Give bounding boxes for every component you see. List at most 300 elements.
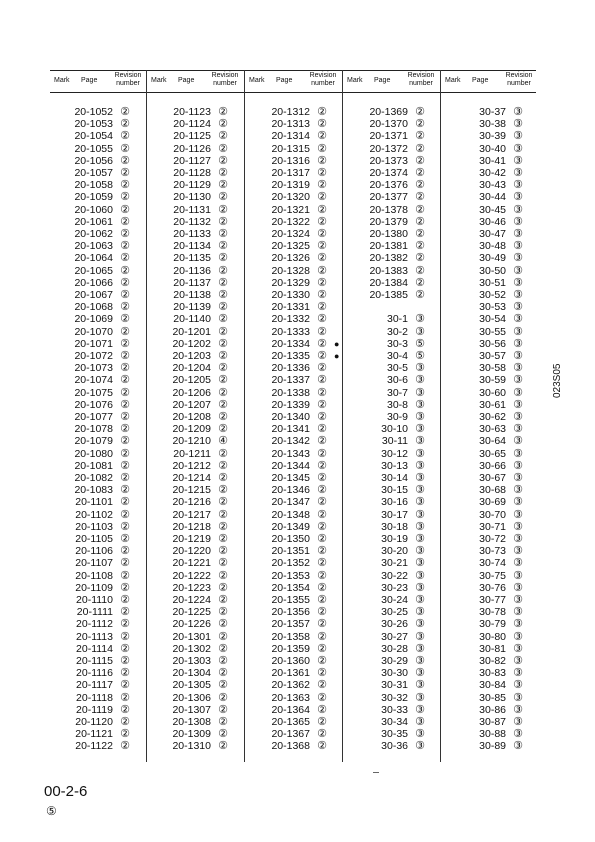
revision-number: ③: [415, 472, 425, 484]
page-number: 20-1343: [271, 447, 310, 460]
revision-number: ②: [317, 655, 327, 667]
page-number: 30-35: [381, 728, 408, 741]
revision-number: ②: [120, 557, 130, 570]
page-number: 30-30: [381, 667, 408, 680]
page-number: 20-1112: [76, 618, 113, 631]
page-number: 30-26: [381, 618, 408, 631]
revision-number: ②: [120, 508, 130, 521]
page-number: 30-33: [381, 703, 408, 716]
revision-number: ②: [218, 398, 228, 411]
page-number: 30-88: [479, 728, 506, 741]
revision-number: ③: [415, 716, 425, 728]
revision-number: ②: [120, 167, 130, 179]
revision-number: ②: [218, 350, 228, 362]
page-number: 20-1302: [172, 642, 211, 655]
revision-number: ②: [120, 264, 130, 277]
revision-number: ②: [317, 142, 327, 155]
revision-number: ②: [120, 215, 130, 228]
page-number: 20-1225: [172, 606, 211, 619]
header-bottom-rule: [50, 92, 536, 93]
page-number: 20-1061: [74, 215, 113, 228]
column-header: [345, 70, 439, 92]
revision-number: ②: [415, 167, 425, 179]
revision-number: ③: [513, 276, 523, 289]
revision-number: ③: [415, 691, 425, 704]
revision-number: ②: [218, 215, 228, 228]
page-number: 20-1139: [173, 301, 211, 314]
page-number: 30-80: [479, 630, 506, 643]
page-number: 20-1226: [172, 618, 211, 631]
revision-number: ②: [218, 581, 228, 594]
revision-number: ②: [317, 435, 327, 448]
page-number: 20-1301: [172, 630, 211, 643]
revision-number: ③: [415, 435, 425, 448]
page-number: 30-58: [479, 362, 506, 375]
page-number: 30-62: [479, 411, 506, 423]
revision-number: ②: [120, 484, 130, 497]
revision-number: ②: [317, 167, 327, 179]
revision-number: ②: [415, 289, 425, 301]
page-number: 30-13: [381, 459, 408, 472]
revision-number: ②: [120, 569, 130, 582]
page-number: 20-1321: [271, 203, 310, 216]
page-number: 30-1: [386, 313, 408, 326]
page-number: 20-1325: [271, 240, 310, 253]
revision-number: ②: [120, 679, 130, 692]
revision-number: ②: [415, 179, 425, 192]
revision-number: ②: [317, 337, 327, 350]
page-number: 20-1063: [74, 240, 113, 253]
header-revision-label: [501, 72, 537, 88]
page-number: 20-1210: [172, 435, 211, 448]
revision-number: ②: [120, 252, 130, 265]
page-number: 30-31: [381, 679, 408, 692]
revision-number: ②: [120, 630, 130, 643]
revision-number: ②: [120, 179, 130, 192]
column-divider: [440, 70, 441, 762]
revision-number: ②: [218, 557, 228, 570]
header-page-label: Page: [178, 77, 195, 84]
revision-number: ②: [218, 167, 228, 179]
page-number: 20-1065: [74, 264, 113, 277]
revision-number: ②: [218, 740, 228, 753]
revision-number: ③: [513, 240, 523, 253]
revision-number: ②: [317, 191, 327, 204]
revision-number: ③: [513, 142, 523, 155]
page-number: 20-1117: [76, 679, 113, 692]
page-number: 20-1059: [74, 191, 113, 204]
page-number: 20-1320: [271, 191, 310, 204]
small-tick-mark: [373, 772, 379, 773]
header-mark-label: Mark: [347, 77, 363, 84]
page-number: 20-1363: [271, 691, 310, 704]
page-number: 20-1324: [271, 228, 310, 240]
page-number: 20-1135: [173, 252, 211, 265]
revision-number: ②: [317, 350, 327, 362]
page-number: 20-1071: [74, 337, 113, 350]
revision-number: ②: [120, 691, 130, 704]
page-number: 20-1055: [74, 142, 113, 155]
page-number: 20-1314: [271, 130, 310, 143]
revision-number: ②: [317, 386, 327, 399]
revision-number: ③: [513, 459, 523, 472]
page-number: 30-82: [479, 655, 506, 667]
page-number: 30-43: [479, 179, 506, 192]
revision-number: ②: [317, 520, 327, 533]
page-number: 20-1108: [75, 569, 113, 582]
column-divider: [342, 70, 343, 762]
page-number: 20-1347: [271, 496, 310, 509]
revision-number: ③: [415, 484, 425, 497]
revision-number: ②: [218, 142, 228, 155]
revision-number: ③: [415, 374, 425, 387]
page-number: 30-9: [386, 411, 408, 423]
revision-number: ②: [415, 215, 425, 228]
revision-number: ⑤: [415, 337, 425, 350]
page-number: 20-1122: [75, 740, 113, 753]
page-number: 20-1214: [172, 472, 211, 484]
revision-number: ②: [415, 154, 425, 167]
revision-number: ②: [317, 398, 327, 411]
page-number: 20-1138: [173, 289, 211, 301]
revision-number: ②: [120, 386, 130, 399]
page-number: 30-70: [479, 508, 506, 521]
page-number: 20-1118: [76, 691, 113, 704]
page-number: 20-1372: [369, 142, 408, 155]
revision-number: ②: [218, 374, 228, 387]
revision-number: ③: [513, 386, 523, 399]
page-number: 20-1123: [173, 106, 211, 118]
page-number: 20-1382: [369, 252, 408, 265]
page-number: 20-1079: [74, 435, 113, 448]
revision-number: ③: [513, 716, 523, 728]
revision-number: ②: [120, 545, 130, 558]
page-number: 20-1317: [271, 167, 310, 179]
revision-number: ②: [317, 703, 327, 716]
header-mark-label: Mark: [151, 77, 167, 84]
revision-number: ③: [513, 679, 523, 692]
revision-number: ②: [218, 459, 228, 472]
page-number: 20-1354: [271, 581, 310, 594]
revision-number: ②: [317, 508, 327, 521]
page-number: 20-1070: [74, 325, 113, 338]
revision-number: ③: [513, 350, 523, 362]
page-number: 20-1076: [74, 398, 113, 411]
revision-number: ②: [218, 447, 228, 460]
page-number: 20-1333: [271, 325, 310, 338]
page-number: 20-1083: [74, 484, 113, 497]
page-number: 30-60: [479, 386, 506, 399]
page-number: 30-86: [479, 703, 506, 716]
revision-number: ②: [218, 130, 228, 143]
page-number: 20-1109: [75, 581, 113, 594]
revision-number: ③: [415, 667, 425, 680]
revision-number: ②: [317, 411, 327, 423]
page-number: 30-51: [479, 276, 506, 289]
revision-number: ②: [415, 276, 425, 289]
revision-number: ②: [317, 679, 327, 692]
revision-number: ②: [317, 154, 327, 167]
page-number: 20-1341: [271, 423, 310, 436]
page-number: 20-1384: [369, 276, 408, 289]
page-number: 30-68: [479, 484, 506, 497]
page-number: 30-42: [479, 167, 506, 179]
revision-number: ②: [218, 301, 228, 314]
page-number: 30-54: [479, 313, 506, 326]
revision-number: ③: [415, 325, 425, 338]
page-number: 30-55: [479, 325, 506, 338]
page-number: 20-1082: [74, 472, 113, 484]
revision-number: ②: [415, 264, 425, 277]
page-number: 20-1369: [369, 106, 408, 118]
revision-number: ③: [415, 630, 425, 643]
revision-number: ②: [317, 240, 327, 253]
revision-number: ②: [120, 154, 130, 167]
page-number: 20-1206: [172, 386, 211, 399]
page-number: 30-32: [381, 691, 408, 704]
page-number: 20-1126: [173, 142, 211, 155]
page-number: 20-1054: [74, 130, 113, 143]
page-number: 30-61: [479, 398, 506, 411]
revision-number: ②: [120, 301, 130, 314]
page-number: 30-66: [479, 459, 506, 472]
revision-number: ②: [218, 264, 228, 277]
page-number: 20-1081: [74, 459, 113, 472]
footer-page-code: 00-2-6: [44, 783, 88, 800]
page-number: 20-1137: [173, 276, 211, 289]
revision-number: ②: [415, 118, 425, 131]
revision-number: ②: [317, 301, 327, 314]
revision-number: ②: [120, 142, 130, 155]
page-number: 20-1208: [172, 411, 211, 423]
revision-number: ②: [120, 459, 130, 472]
page-number: 20-1345: [271, 472, 310, 484]
page-number: 20-1374: [369, 167, 408, 179]
page-number: 20-1371: [369, 130, 408, 143]
revision-number: ③: [415, 569, 425, 582]
page-number: 30-76: [479, 581, 506, 594]
page-number: 20-1114: [76, 642, 113, 655]
page-number: 20-1329: [271, 276, 310, 289]
page-number: 20-1349: [271, 520, 310, 533]
page-number: 20-1056: [74, 154, 113, 167]
revision-number: ②: [317, 667, 327, 680]
page-number: 30-85: [479, 691, 506, 704]
header-revision-line-2: number: [213, 80, 237, 87]
revision-number: ③: [513, 484, 523, 497]
header-mark-label: Mark: [249, 77, 265, 84]
page-number: 30-53: [479, 301, 506, 314]
page-number: 30-67: [479, 472, 506, 484]
header-revision-line-1: Revision: [309, 72, 337, 79]
page-number: 20-1361: [271, 667, 310, 680]
header-mark-label: Mark: [54, 77, 70, 84]
page-number: 20-1379: [369, 215, 408, 228]
page-number: 20-1220: [172, 545, 211, 558]
page-number: 30-41: [479, 154, 506, 167]
revision-number: ③: [415, 362, 425, 375]
page-number: 20-1370: [369, 118, 408, 131]
revision-number: ③: [513, 362, 523, 375]
page-number: 20-1316: [271, 154, 310, 167]
page-number: 20-1075: [74, 386, 113, 399]
revision-number: ③: [513, 118, 523, 131]
revision-number: ②: [120, 423, 130, 436]
page-number: 20-1307: [172, 703, 211, 716]
page-number: 30-24: [381, 594, 408, 606]
page-number: 30-21: [381, 557, 408, 570]
header-revision-line-1: Revision: [211, 72, 239, 79]
revision-number: ②: [218, 313, 228, 326]
page-number: 20-1351: [271, 545, 310, 558]
page-number: 30-4: [386, 350, 408, 362]
page-number: 20-1373: [369, 154, 408, 167]
page-number: 20-1377: [369, 191, 408, 204]
revision-number: ②: [120, 533, 130, 545]
page-number: 20-1383: [369, 264, 408, 277]
page-number: 30-3: [386, 337, 408, 350]
revision-number: ③: [513, 264, 523, 277]
page-number: 30-52: [479, 289, 506, 301]
page-number: 20-1362: [271, 679, 310, 692]
page-number: 20-1380: [369, 228, 408, 240]
page-number: 20-1068: [74, 301, 113, 314]
page-number: 20-1381: [369, 240, 408, 253]
revision-number: ②: [218, 106, 228, 118]
revision-number: ②: [218, 179, 228, 192]
page-number: 20-1319: [271, 179, 310, 192]
revision-number: ②: [317, 557, 327, 570]
page-number: 20-1356: [271, 606, 310, 619]
page-number: 20-1207: [172, 398, 211, 411]
revision-number: ②: [218, 276, 228, 289]
revision-number: ③: [415, 642, 425, 655]
revision-number: ②: [120, 435, 130, 448]
footer-revision-mark: ⑤: [46, 804, 57, 818]
revision-number: ③: [513, 435, 523, 448]
revision-number: ②: [317, 130, 327, 143]
revision-number: ②: [317, 215, 327, 228]
page-number: 20-1205: [172, 374, 211, 387]
revision-number: ②: [218, 716, 228, 728]
page-number: 20-1209: [172, 423, 211, 436]
revision-number: ③: [415, 313, 425, 326]
revision-number: ②: [120, 716, 130, 728]
page-number: 20-1069: [74, 313, 113, 326]
revision-number: ②: [218, 728, 228, 741]
page-number: 20-1120: [75, 716, 113, 728]
revision-number: ⑤: [415, 350, 425, 362]
revision-number: ②: [317, 496, 327, 509]
column-divider: [146, 70, 147, 762]
page-number: 20-1215: [172, 484, 211, 497]
revision-number: ②: [317, 606, 327, 619]
page-number: 20-1212: [172, 459, 211, 472]
revision-number: ②: [218, 630, 228, 643]
page-number: 30-46: [479, 215, 506, 228]
page-number: 30-56: [479, 337, 506, 350]
header-revision-line-2: number: [507, 80, 531, 87]
page-number: 30-57: [479, 350, 506, 362]
header-revision-line-2: number: [116, 80, 140, 87]
header-page-label: Page: [276, 77, 293, 84]
page-number: 20-1133: [173, 228, 211, 240]
revision-number: ②: [415, 191, 425, 204]
page-number: 20-1344: [271, 459, 310, 472]
page-number: 30-29: [381, 655, 408, 667]
revision-number: ②: [120, 362, 130, 375]
page-number: 30-20: [381, 545, 408, 558]
page-number: 30-17: [381, 508, 408, 521]
page-number: 20-1106: [75, 545, 113, 558]
page-number: 20-1204: [172, 362, 211, 375]
header-revision-label: [207, 72, 243, 88]
page-number: 20-1073: [74, 362, 113, 375]
revision-number: ②: [317, 484, 327, 497]
header-page-label: Page: [374, 77, 391, 84]
page-number: 30-63: [479, 423, 506, 436]
page-number: 20-1340: [271, 411, 310, 423]
column-divider: [244, 70, 245, 762]
column-header: [247, 70, 341, 92]
page-number: 30-8: [386, 398, 408, 411]
revision-number: ②: [218, 533, 228, 545]
change-mark-dot: ●: [334, 338, 340, 349]
revision-number: ②: [218, 362, 228, 375]
page-number: 20-1211: [173, 447, 211, 460]
revision-number: ③: [513, 398, 523, 411]
revision-number: ②: [120, 606, 130, 619]
page-number: 20-1376: [369, 179, 408, 192]
page-number: 20-1078: [74, 423, 113, 436]
revision-number: ③: [513, 423, 523, 436]
page-number: 30-36: [381, 740, 408, 753]
page-number: 20-1128: [173, 167, 211, 179]
revision-number: ③: [415, 679, 425, 692]
revision-number: ②: [218, 520, 228, 533]
page-number: 30-81: [479, 642, 506, 655]
revision-number: ③: [513, 728, 523, 741]
revision-number: ③: [513, 508, 523, 521]
page-number: 30-22: [381, 569, 408, 582]
revision-number: ②: [218, 484, 228, 497]
revision-number: ②: [218, 228, 228, 240]
revision-number: ②: [218, 703, 228, 716]
revision-number: ②: [415, 130, 425, 143]
revision-number: ②: [218, 606, 228, 619]
page-number: 20-1308: [172, 716, 211, 728]
revision-number: ②: [415, 252, 425, 265]
revision-number: ③: [415, 459, 425, 472]
revision-number: ②: [415, 203, 425, 216]
revision-number: ②: [120, 203, 130, 216]
revision-number: ②: [218, 667, 228, 680]
page-number: 30-25: [381, 606, 408, 619]
revision-number: ②: [317, 618, 327, 631]
revision-number: ③: [513, 557, 523, 570]
page-number: 20-1201: [172, 325, 211, 338]
revision-number: ②: [317, 228, 327, 240]
page-number: 20-1130: [173, 191, 211, 204]
page-number: 20-1102: [75, 508, 113, 521]
page-number: 20-1077: [74, 411, 113, 423]
page-number: 20-1313: [271, 118, 310, 131]
revision-number: ②: [218, 252, 228, 265]
revision-number: ②: [317, 423, 327, 436]
page-number: 20-1378: [369, 203, 408, 216]
revision-number: ③: [513, 325, 523, 338]
revision-number: ③: [513, 496, 523, 509]
